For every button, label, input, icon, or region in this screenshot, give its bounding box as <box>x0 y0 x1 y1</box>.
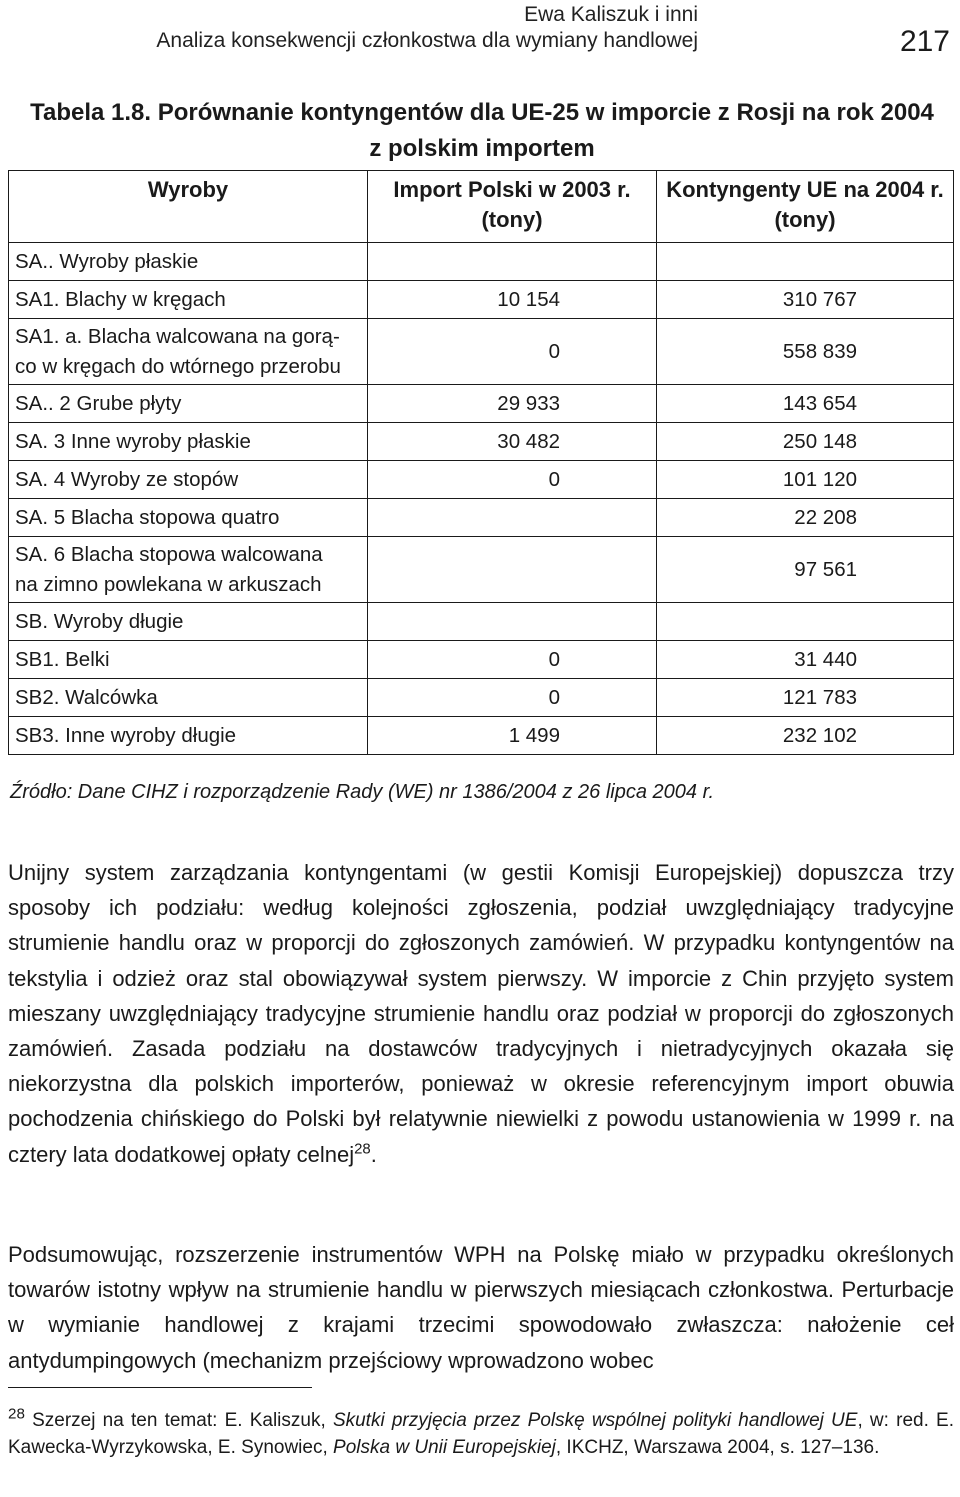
quota-cell: 143 654 <box>657 385 954 423</box>
table-caption-line2: z polskim importem <box>369 135 595 162</box>
import-cell: 29 933 <box>368 385 657 423</box>
running-head <box>156 2 698 54</box>
import-cell: 30 482 <box>368 423 657 461</box>
table-row <box>9 385 954 423</box>
table-header-row <box>9 171 954 243</box>
quota-cell: 22 208 <box>657 499 954 537</box>
quota-cell: 101 120 <box>657 461 954 499</box>
import-cell: 0 <box>368 679 657 717</box>
table-row <box>9 423 954 461</box>
table-row <box>9 499 954 537</box>
import-cell <box>368 243 657 281</box>
page-number: 217 <box>899 25 950 58</box>
footnote-number: 28 <box>8 1405 25 1423</box>
import-cell <box>368 603 657 641</box>
table-row <box>9 641 954 679</box>
quota-cell: 97 561 <box>657 537 954 603</box>
table-row <box>9 717 954 755</box>
table-row <box>9 319 954 385</box>
product-cell: SB3. Inne wyroby długie <box>9 717 368 755</box>
table-row <box>9 537 954 603</box>
product-cell: SA.. Wyroby płaskie <box>9 243 368 281</box>
quota-cell <box>657 603 954 641</box>
product-cell: SA1. a. Blacha walcowana na gorą- co w kręgach do wtórnego przerobu <box>9 319 368 385</box>
product-cell: SA. 6 Blacha stopowa walcowana na zimno powlekana w arkuszach <box>9 537 368 603</box>
product-cell: SA1. Blachy w kręgach <box>9 281 368 319</box>
quota-cell: 250 148 <box>657 423 954 461</box>
body-paragraph-2: Podsumowując, rozszerzenie instrumentów WPH na Polskę miało w przypadku określonych towarów istotny wpływ na strumienie handlu w pierwszych miesiącach członkostwa. Perturbacje w wymianie handlowej z krajami trzecimi spowodowało zwłaszcza: nałożenie ceł antydumpingowych (mechanizm przejściowy wprowadzono wobec <box>8 1242 954 1373</box>
product-cell: SB. Wyroby długie <box>9 603 368 641</box>
footnote-reference: 28 <box>354 1140 371 1158</box>
product-cell: SA. 5 Blacha stopowa quatro <box>9 499 368 537</box>
footnote-title-2: Polska w Unii Europejskiej <box>333 1437 556 1458</box>
product-cell: SA.. 2 Grube płyty <box>9 385 368 423</box>
table-row <box>9 603 954 641</box>
table-source-note: Źródło: Dane CIHZ i rozporządzenie Rady (WE) nr 1386/2004 z 26 lipca 2004 r. <box>10 781 715 803</box>
import-cell <box>368 537 657 603</box>
quota-cell <box>657 243 954 281</box>
footnote-separator <box>8 1387 312 1388</box>
import-cell: 0 <box>368 641 657 679</box>
import-cell <box>368 499 657 537</box>
table-row <box>9 243 954 281</box>
table-caption-line1: Tabela 1.8. Porównanie kontyngentów dla UE-25 w imporcie z Rosji na rok 2004 <box>30 99 934 126</box>
import-cell: 0 <box>368 319 657 385</box>
running-head-chapter: Analiza konsekwencji członkostwa dla wymiany handlowej <box>156 29 698 52</box>
footnote: $^{28}$ Szerzej na ten temat: E. Kaliszuk, Skutki przyjęcia przez Polskę wspólnej polityki handlowej UE, w: red. E. Kawecka-Wyrzykowska, E. Synowiec, Polska w Unii Europejskiej, IKCHZ, Warszawa 2004, s. 127–136. <box>8 1405 954 1458</box>
table-row <box>9 281 954 319</box>
quota-comparison-table <box>8 170 954 755</box>
header-products: Wyroby <box>9 171 368 243</box>
body-paragraph-1: Unijny system zarządzania kontyngentami (w gestii Komisji Europejskiej) dopuszcza trzy sposoby ich podziału: według kolejności zgłoszenia, podział uwzględniający tradycyjne strumienie handlu oraz w proporcji do zgłoszonych zamówień. W przypadku kontyngentów na tekstylia i odzież oraz stal obowiązywał system pierwszy. W imporcie z Chin przyjęto system mieszany uwzględniający tradycyjne strumienie handlu oraz podział w proporcji do zgłoszonych zamówień. Zasada podziału na dostawców tradycyjnych i nietradycyjnych okazała się niekorzystna dla polskich importerów, ponieważ w okresie referencyjnym import obuwia pochodzenia chińskiego do Polski był relatywnie niewielki z powodu ustanowienia w 1999 r. na cztery lata dodatkowej opłaty celnej$^{28}$. <box>8 860 954 1167</box>
import-cell: 10 154 <box>368 281 657 319</box>
import-cell: 0 <box>368 461 657 499</box>
product-cell: SB1. Belki <box>9 641 368 679</box>
footnote-title-1: Skutki przyjęcia przez Polskę wspólnej polityki handlowej UE <box>332 1410 858 1431</box>
header-eu-quota: Kontyngenty UE na 2004 r. (tony) <box>657 171 954 243</box>
product-cell: SA. 3 Inne wyroby płaskie <box>9 423 368 461</box>
table-caption <box>10 95 954 167</box>
product-cell: SA. 4 Wyroby ze stopów <box>9 461 368 499</box>
quota-cell: 31 440 <box>657 641 954 679</box>
running-head-authors: Ewa Kaliszuk i inni <box>524 3 698 26</box>
table-row <box>9 461 954 499</box>
header-poland-import: Import Polski w 2003 r. (tony) <box>368 171 657 243</box>
quota-cell: 558 839 <box>657 319 954 385</box>
table-row <box>9 679 954 717</box>
product-cell: SB2. Walcówka <box>9 679 368 717</box>
import-cell: 1 499 <box>368 717 657 755</box>
quota-cell: 310 767 <box>657 281 954 319</box>
quota-cell: 232 102 <box>657 717 954 755</box>
quota-cell: 121 783 <box>657 679 954 717</box>
